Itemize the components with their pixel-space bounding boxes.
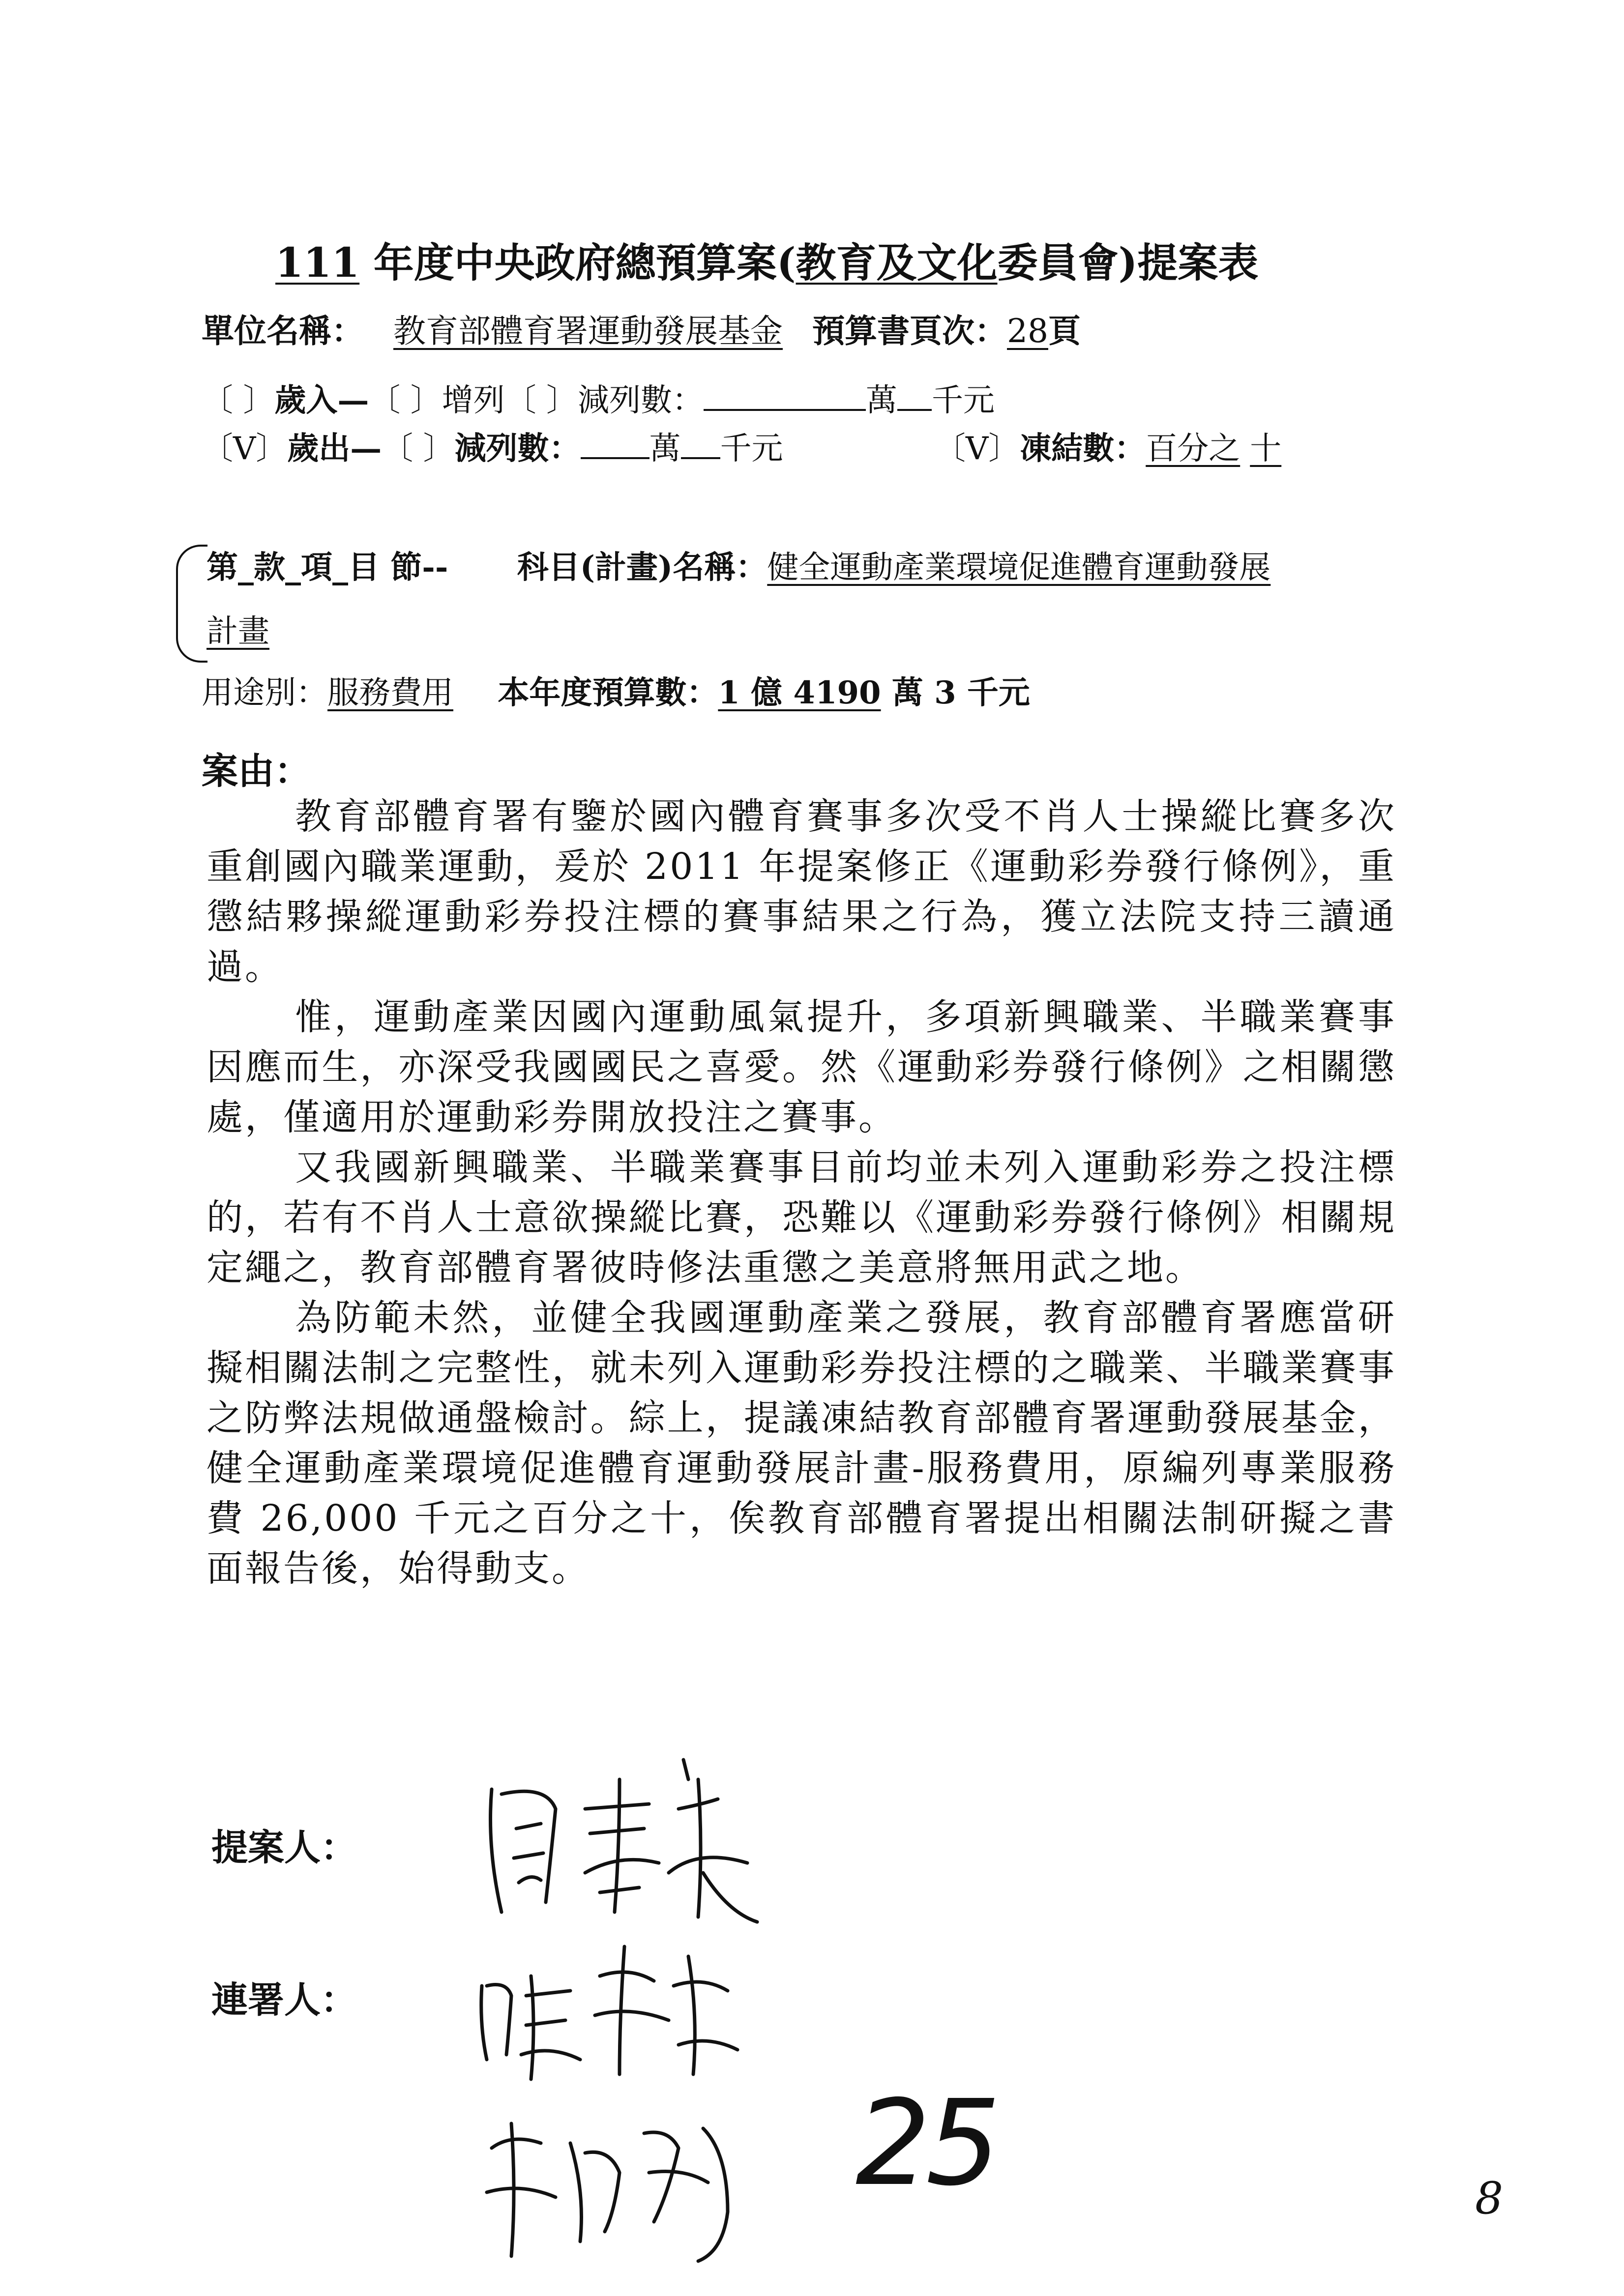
item-name-line2: 計畫 — [207, 613, 269, 650]
reason-body — [207, 791, 1396, 1594]
item-brace — [176, 545, 207, 663]
title-text-2: 委員會)提案表 — [997, 239, 1259, 287]
reason-paragraph: 又我國新興職業、半職業賽事目前均並未列入運動彩券之投注標的，若有不肖人士意欲操縱比賽，恐難以《運動彩券發行條例》相關規定繩之，教育部體育署彼時修法重懲之美意將無用武之地。 — [207, 1146, 1396, 1289]
page-mark: 8 — [1475, 2173, 1504, 2224]
budget-value: 1 億 4190 — [718, 674, 881, 711]
expense-label: 歲出— — [287, 430, 382, 467]
cosigner-label: 連署人： — [211, 1979, 357, 2021]
handwritten-number: 25 — [856, 2074, 996, 2212]
freeze-checkbox: 〔V〕 — [934, 431, 1020, 467]
decrease-wan-blank — [704, 381, 866, 411]
page-title — [275, 231, 1258, 289]
page-value: 28 — [1007, 312, 1048, 350]
expense-qian-blank — [681, 430, 720, 459]
revenue-line — [202, 378, 995, 423]
expense-decrease-checkbox: 〔 〕 — [382, 431, 455, 467]
expense-line — [202, 427, 783, 471]
freeze-label: 凍結數： — [1020, 430, 1146, 467]
usage-value: 服務費用 — [327, 675, 453, 711]
usage-label: 用途別： — [202, 675, 327, 711]
item-name-line1: 健全運動產業環境促進體育運動發展 — [767, 550, 1271, 586]
title-text-1: 年度中央政府總預算案( — [373, 239, 796, 287]
item-section: 第_款_項_目 節-- — [207, 549, 448, 586]
item-name-label: 科目(計畫)名稱： — [517, 549, 768, 586]
increase-checkbox: 〔 〕 — [369, 382, 442, 419]
wan-unit: 萬 — [866, 382, 898, 419]
revenue-checkbox: 〔 〕 — [202, 382, 275, 419]
title-committee: 教育及文化 — [796, 239, 998, 287]
budget-label: 本年度預算數： — [498, 674, 718, 711]
reason-paragraph: 惟，運動產業因國內運動風氣提升，多項新興職業、半職業賽事因應而生，亦深受我國國民之喜愛。然《運動彩券發行條例》之相關懲處，僅適用於運動彩券開放投注之賽事。 — [207, 996, 1396, 1138]
expense-checkbox: 〔V〕 — [202, 431, 288, 467]
reason-paragraph: 教育部體育署有鑒於國內體育賽事多次受不肖人士操縱比賽多次重創國內職業運動，爰於 2011 年提案修正《運動彩券發行條例》，重懲結夥操縱運動彩券投注標的賽事結果之行為，獲立法院支持三讀通過。 — [207, 795, 1396, 988]
revenue-label: 歲入— — [274, 382, 369, 419]
page-label: 預算書頁次： — [812, 312, 1007, 350]
unit-value: 教育部體育署運動發展基金 — [393, 312, 783, 350]
freeze-value: 十 — [1250, 431, 1282, 467]
page-suffix: 頁 — [1048, 312, 1081, 350]
budget-suffix: 萬 3 千元 — [881, 674, 1030, 711]
title-year: 111 — [275, 239, 360, 287]
item-line — [207, 546, 1270, 590]
freeze-prefix: 百分之 — [1146, 431, 1240, 467]
item-line-2 — [207, 610, 269, 654]
usage-line — [202, 671, 1030, 715]
expense-wan-unit: 萬 — [649, 431, 681, 467]
decrease-checkbox: 〔 〕 — [504, 382, 578, 419]
cosigner-signature — [472, 1917, 787, 2281]
expense-decrease-label: 減列數： — [454, 430, 581, 467]
expense-qianyuan-unit: 千元 — [720, 431, 783, 467]
decrease-qian-blank — [897, 381, 932, 411]
unit-line — [202, 309, 1081, 353]
proposer-label: 提案人： — [211, 1827, 357, 1869]
expense-wan-blank — [581, 430, 650, 459]
reason-paragraph: 為防範未然，並健全我國運動產業之發展，教育部體育署應當研擬相關法制之完整性，就未列入運動彩券投注標的之職業、半職業賽事之防弊法規做通盤檢討。綜上，提議凍結教育部體育署運動發展基金，健全運動產業環境促進體育運動發展計畫-服務費用，原編列專業服務費 26,000 千元之百分之十，俟教育部體育署提出相關法制研擬之書面報告後，始得動支。 — [207, 1297, 1396, 1590]
unit-label: 單位名稱： — [202, 312, 364, 350]
reason-label: 案由： — [202, 750, 311, 792]
decrease-label: 減列數： — [578, 382, 704, 419]
increase-label: 增列 — [442, 382, 505, 419]
qianyuan-unit: 千元 — [932, 382, 995, 419]
freeze-line — [934, 427, 1291, 471]
